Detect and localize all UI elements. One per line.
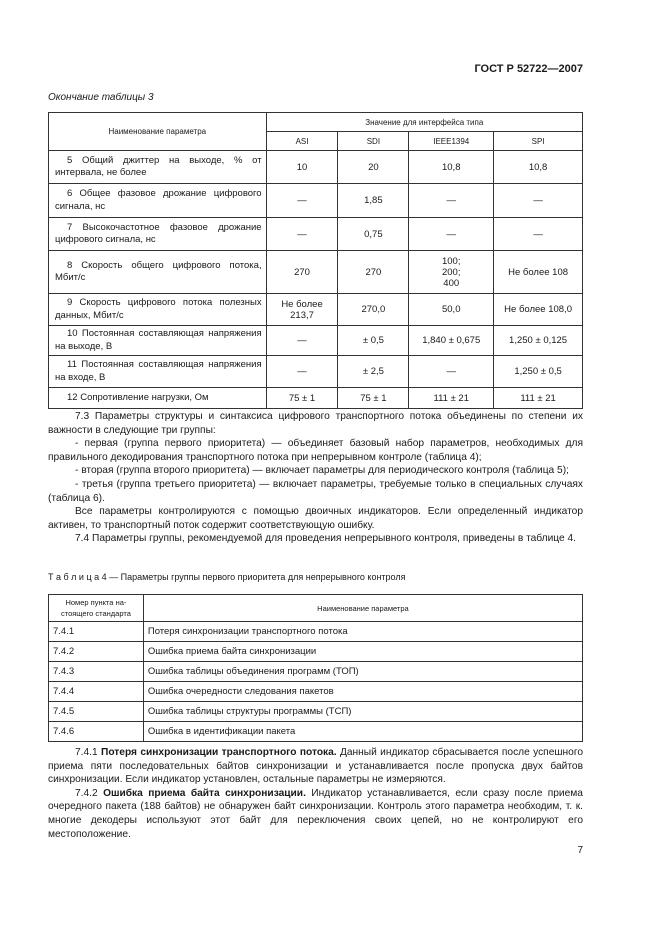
col-header-group: Значение для интерфейса типа (266, 113, 582, 132)
cell-asi (266, 294, 338, 326)
paragraph: - вторая (группа второго приоритета) — включает параметры для периодического контроля (таблица 5); (75, 465, 569, 477)
table-continuation-label: Окончание таблицы 3 (48, 92, 154, 103)
col-header-name: Наименование параметра (143, 595, 582, 622)
param-name: 7 Высокочастотное фазовое дрожание цифрового сигнала, нс (55, 221, 262, 245)
cell-ieee: 1,840 ± 0,675 (409, 326, 494, 356)
cell-asi: 270 (266, 251, 338, 294)
col-header-num-line: Номер пункта на- (65, 598, 127, 607)
section-7-3-text (48, 410, 583, 546)
cell-sdi: ± 2,5 (338, 356, 409, 388)
cell-name: Ошибка таблицы объединения программ (ТОП) (143, 662, 582, 682)
col-header-num-line: стоящего стандарта (60, 609, 131, 618)
cell-num: 7.4.4 (49, 682, 144, 702)
cell-ieee: 111 ± 21 (409, 388, 494, 409)
paragraph: - третья (группа третьего приоритета) — включает параметры, требуемые только в специальных случаях (таблица 6). (48, 478, 583, 504)
standard-header: ГОСТ Р 52722—2007 (474, 63, 583, 75)
cell-ieee: — (409, 218, 494, 251)
col-header-param: Наименование параметра (49, 113, 267, 151)
table-row (49, 294, 583, 326)
cell-spi: 111 ± 21 (494, 388, 583, 409)
table-row (49, 184, 583, 218)
cell-asi-line: Не более (281, 298, 323, 310)
clause-number: 7.4.1 (75, 747, 98, 758)
priority-table (48, 594, 583, 742)
table-row (49, 702, 583, 722)
cell-asi: — (266, 184, 338, 218)
paragraph (48, 746, 583, 787)
cell-num: 7.4.2 (49, 642, 144, 662)
clause-text: Индикатор устанавливается, если сразу после приема очередного пакета (188 байтов) не обнаружен байт синхронизации. Контроль этого параметра необходим, т. к. многие декодеры используют этот байт для переключения своих цепей, но не контролируют его местоположение. (48, 787, 583, 840)
cell-asi-line: 213,7 (290, 309, 314, 321)
table-row (49, 326, 583, 356)
cell-name: Ошибка таблицы структуры программы (ТСП) (143, 702, 582, 722)
table-row (49, 682, 583, 702)
cell-sdi: 270,0 (338, 294, 409, 326)
table-row (49, 642, 583, 662)
cell-ieee: 10,8 (409, 151, 494, 184)
cell-num: 7.4.5 (49, 702, 144, 722)
cell-asi: 75 ± 1 (266, 388, 338, 409)
param-name: 9 Скорость цифрового потока полезных данных, Мбит/с (55, 297, 262, 321)
page-number: 7 (577, 845, 583, 856)
cell-sdi: ± 0,5 (338, 326, 409, 356)
cell-spi: 10,8 (494, 151, 583, 184)
clause-text: Данный индикатор сбрасывается после успешного приема пяти последовательных байтов синхронизации и устанавливается после пропуска двух байтов синхронизации. Если индикатор установлен, остальные параметры не измеряются. (48, 747, 583, 786)
cell-asi: — (266, 356, 338, 388)
cell-spi: — (494, 218, 583, 251)
cell-ieee: — (409, 184, 494, 218)
cell-asi: 10 (266, 151, 338, 184)
paragraph: 7.4 Параметры группы, рекомендуемой для проведения непрерывного контроля, приведены в таблице 4. (75, 533, 577, 545)
parameters-table (48, 112, 583, 409)
cell-sdi: 1,85 (338, 184, 409, 218)
cell-ieee-line: 100; (441, 255, 461, 267)
table4-caption: Т а б л и ц а 4 — Параметры группы первого приоритета для непрерывного контроля (48, 572, 406, 582)
param-name: 10 Постоянная составляющая напряжения на выходе, В (55, 328, 262, 352)
cell-asi: — (266, 326, 338, 356)
paragraph: Все параметры контролируются с помощью двоичных индикаторов. Если определенный индикатор активен, то транспортный поток содержит соответствующую ошибку. (48, 506, 583, 531)
param-name: 6 Общее фазовое дрожание цифрового сигнала, нс (55, 188, 262, 212)
param-name: 8 Скорость общего цифрового потока, Мбит/с (55, 259, 262, 283)
cell-ieee: — (409, 356, 494, 388)
col-header-sdi: SDI (338, 132, 409, 151)
table-row (49, 356, 583, 388)
cell-sdi: 0,75 (338, 218, 409, 251)
col-header-ieee: IEEE1394 (409, 132, 494, 151)
table-row (49, 388, 583, 409)
table-row (49, 622, 583, 642)
param-name: 5 Общий джиттер на выходе, % от интервала, не более (55, 154, 262, 178)
cell-asi: — (266, 218, 338, 251)
table-row (49, 251, 583, 294)
cell-sdi: 270 (338, 251, 409, 294)
param-name: 11 Постоянная составляющая напряжения на входе, В (55, 359, 262, 383)
paragraph: 7.3 Параметры структуры и синтаксиса цифрового транспортного потока объединены по степени их важности в следующие три группы: (48, 411, 583, 436)
cell-ieee (409, 251, 494, 294)
col-header-spi: SPI (494, 132, 583, 151)
table-row (49, 722, 583, 742)
col-header-asi: ASI (266, 132, 338, 151)
cell-name: Ошибка очередности следования пакетов (143, 682, 582, 702)
table-row (49, 151, 583, 184)
cell-ieee: 50,0 (409, 294, 494, 326)
clause-number: 7.4.2 (75, 787, 98, 799)
cell-name: Потеря синхронизации транспортного потока (143, 622, 582, 642)
cell-spi: — (494, 184, 583, 218)
cell-spi: Не более 108 (494, 251, 583, 294)
cell-num: 7.4.1 (49, 622, 144, 642)
col-header-num (49, 595, 144, 622)
cell-spi: 1,250 ± 0,125 (494, 326, 583, 356)
param-name: 12 Сопротивление нагрузки, Ом (67, 391, 209, 403)
cell-ieee-line: 400 (443, 277, 460, 289)
cell-name: Ошибка приема байта синхронизации (143, 642, 582, 662)
section-7-4-text (48, 746, 583, 841)
cell-spi: Не более 108,0 (494, 294, 583, 326)
table-row (49, 662, 583, 682)
paragraph: - первая (группа первого приоритета) — объединяет базовый набор параметров, необходимых для правильного декодирования транспортного потока при непрерывном контроле (таблица 4); (48, 438, 583, 463)
cell-name: Ошибка в идентификации пакета (143, 722, 582, 742)
cell-sdi: 75 ± 1 (338, 388, 409, 409)
table-row (49, 218, 583, 251)
clause-title: Ошибка приема байта синхронизации. (103, 787, 306, 799)
paragraph (48, 787, 583, 841)
cell-ieee-line: 200; (441, 266, 461, 278)
clause-title: Потеря синхронизации транспортного потока. (101, 747, 337, 758)
cell-spi: 1,250 ± 0,5 (494, 356, 583, 388)
cell-num: 7.4.3 (49, 662, 144, 682)
cell-sdi: 20 (338, 151, 409, 184)
cell-num: 7.4.6 (49, 722, 144, 742)
